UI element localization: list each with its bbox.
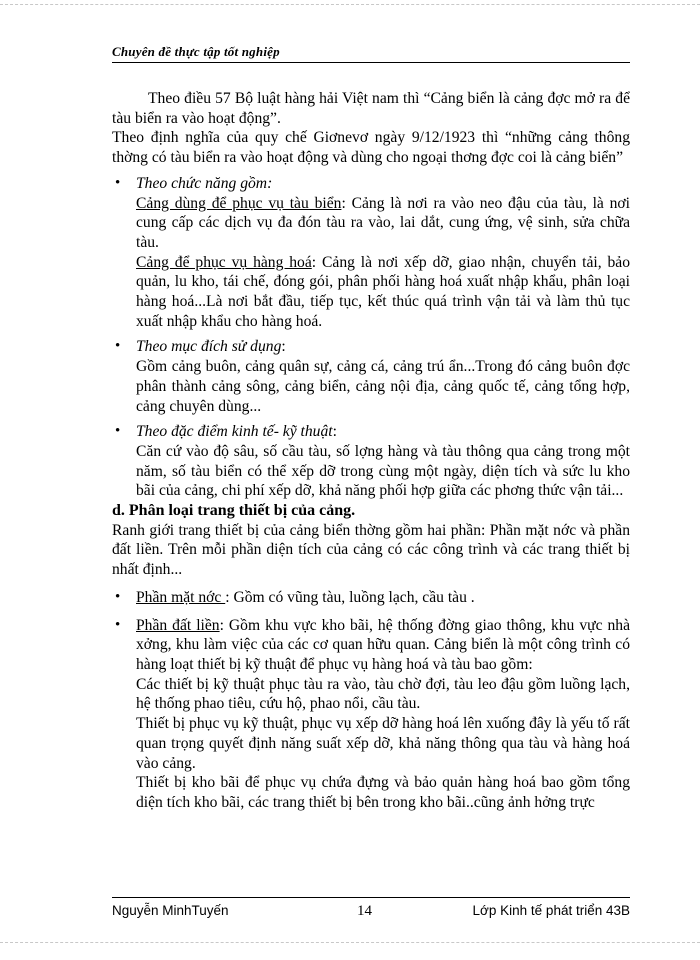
paragraph-geneva-definition: Theo định nghĩa của quy chế Giơnevơ ngày 9/12/1923 thì “những cảng thông thờng có tàu biển ra vào hoạt động và dùng cho ngoại thơng đợc coi là cảng biển” [112, 129, 630, 167]
page-footer [112, 903, 630, 923]
page-content [112, 89, 630, 813]
land-area-paragraph-2: Thiết bị phục vụ kỹ thuật, phục vụ xếp dỡ hàng hoá lên xuống đây là yếu tố rất quan trọng quyết định năng suất xếp dỡ, khả năng thông qua tàu và hàng hoá vào cảng. [136, 715, 630, 772]
sub2-label: Cảng để phục vụ hàng hoá [136, 253, 312, 271]
bullet-icon: • [115, 423, 121, 440]
bullet-land-area [112, 616, 630, 813]
bullet-purpose-text: Gồm cảng buôn, cảng quân sự, cảng cá, cảng trú ẩn...Trong đó cảng buôn đợc phân thành cảng sông, cảng biển, cảng nội địa, cảng quốc tế, cảng tổng hợp, cảng chuyên dùng... [136, 358, 630, 415]
bullet-water-area [112, 588, 630, 608]
bullet-purpose-colon: : [281, 338, 286, 356]
footer-author: Nguyễn MinhTuyến [112, 903, 229, 918]
land-area-paragraph-1: Các thiết bị kỹ thuật phục tàu ra vào, tàu chờ đợi, tàu leo đậu gồm luồng lạch, hệ thống phao tiêu, cứu hộ, phao nổi, cầu tàu. [136, 675, 630, 713]
paragraph-boundary: Ranh giới trang thiết bị của cảng biển thờng gồm hai phần: Phần mặt nớc và phần đất liền. Trên mỗi phần diện tích của cảng có các công trình và các trang thiết bị nhất định... [112, 521, 630, 579]
bullet-function-title: Theo chức năng gồm: [136, 174, 273, 192]
bullet-function-sub1 [136, 194, 630, 253]
sub2-text: : Cảng là nơi xếp dỡ, giao nhận, chuyển tải, bảo quản, lu kho, tái chế, đóng gói, phân phối hàng hoá xuất nhập khẩu, phân loại hàng hoá...Là nơi bắt đầu, tiếp tục, kết thúc quá trình vận tải và làm thủ tục xuất nhập khẩu cho hàng hoá. [136, 253, 631, 330]
bullet-icon: • [115, 174, 121, 191]
sub1-text: : Cảng là nơi ra vào neo đậu của tàu, là nơi cung cấp các dịch vụ đa đón tàu ra vào, lai dắt, cung ứng, vệ sinh, sửa chữa tàu. [136, 194, 630, 251]
bullet-economic-title [136, 422, 630, 442]
bullet-icon: • [115, 588, 121, 605]
bullet-land-area-line [136, 616, 630, 675]
paragraph-maritime-law: Theo điều 57 Bộ luật hàng hải Việt nam thì “Cảng biển là cảng đợc mở ra để tàu biển ra vào hoạt động”. [112, 90, 630, 127]
footer-class: Lớp Kinh tế phát triển 43B [472, 903, 630, 918]
footer-rule [112, 897, 630, 898]
page-header-title: Chuyên đề thực tập tốt nghiệp [112, 44, 280, 59]
bullet-water-area-line [136, 588, 630, 608]
land-area-text: : Gồm khu vực kho bãi, hệ thống đờng giao thông, khu vực nhà xởng, khu làm việc của các cơ quan hữu quan. Cảng biển là một công trình có hàng loạt thiết bị kỹ thuật để phục vụ hàng hoá và tàu bao gồm: [136, 616, 630, 673]
land-area-paragraph-3: Thiết bị kho bãi để phục vụ chứa đựng và bảo quản hàng hoá bao gồm tổng diện tích kho bãi, các trang thiết bị bên trong kho bãi..cũng ảnh hởng trực [136, 774, 630, 811]
bullet-icon: • [115, 616, 121, 633]
bullet-economic [112, 422, 630, 501]
land-area-label: Phần đất liền [136, 616, 220, 634]
page-border-bottom [0, 942, 700, 943]
water-area-label: Phần mặt nớc [136, 588, 226, 606]
bullet-icon: • [115, 338, 121, 355]
bullet-economic-colon: : [332, 423, 337, 441]
footer-page-number: 14 [357, 903, 372, 919]
bullet-purpose-title-text: Theo mục đích sử dụng [136, 338, 282, 356]
bullet-economic-title-text: Theo đặc điểm kinh tế- kỹ thuật [136, 423, 333, 441]
bullet-purpose-title [136, 337, 630, 357]
bullet-function-sub2 [136, 253, 630, 332]
section-heading-d: d. Phân loại trang thiết bị của cảng. [112, 502, 356, 520]
bullet-function [112, 174, 630, 332]
header-rule [112, 62, 630, 63]
page-border-top [0, 4, 700, 5]
water-area-text: : Gồm có vũng tàu, luồng lạch, cầu tàu . [225, 588, 475, 606]
bullet-purpose [112, 337, 630, 416]
sub1-label: Cảng dùng để phục vụ tàu biển [136, 194, 342, 212]
bullet-economic-text: Căn cứ vào độ sâu, số cầu tàu, số lợng hàng và tàu thông qua cảng trong một năm, số tàu biển có thể xếp dỡ trong cùng một ngày, diện tích và sức lu kho bãi của cảng, chi phí xếp dỡ, khả năng phối hợp giữa các phơng thức vận tải... [136, 442, 630, 500]
